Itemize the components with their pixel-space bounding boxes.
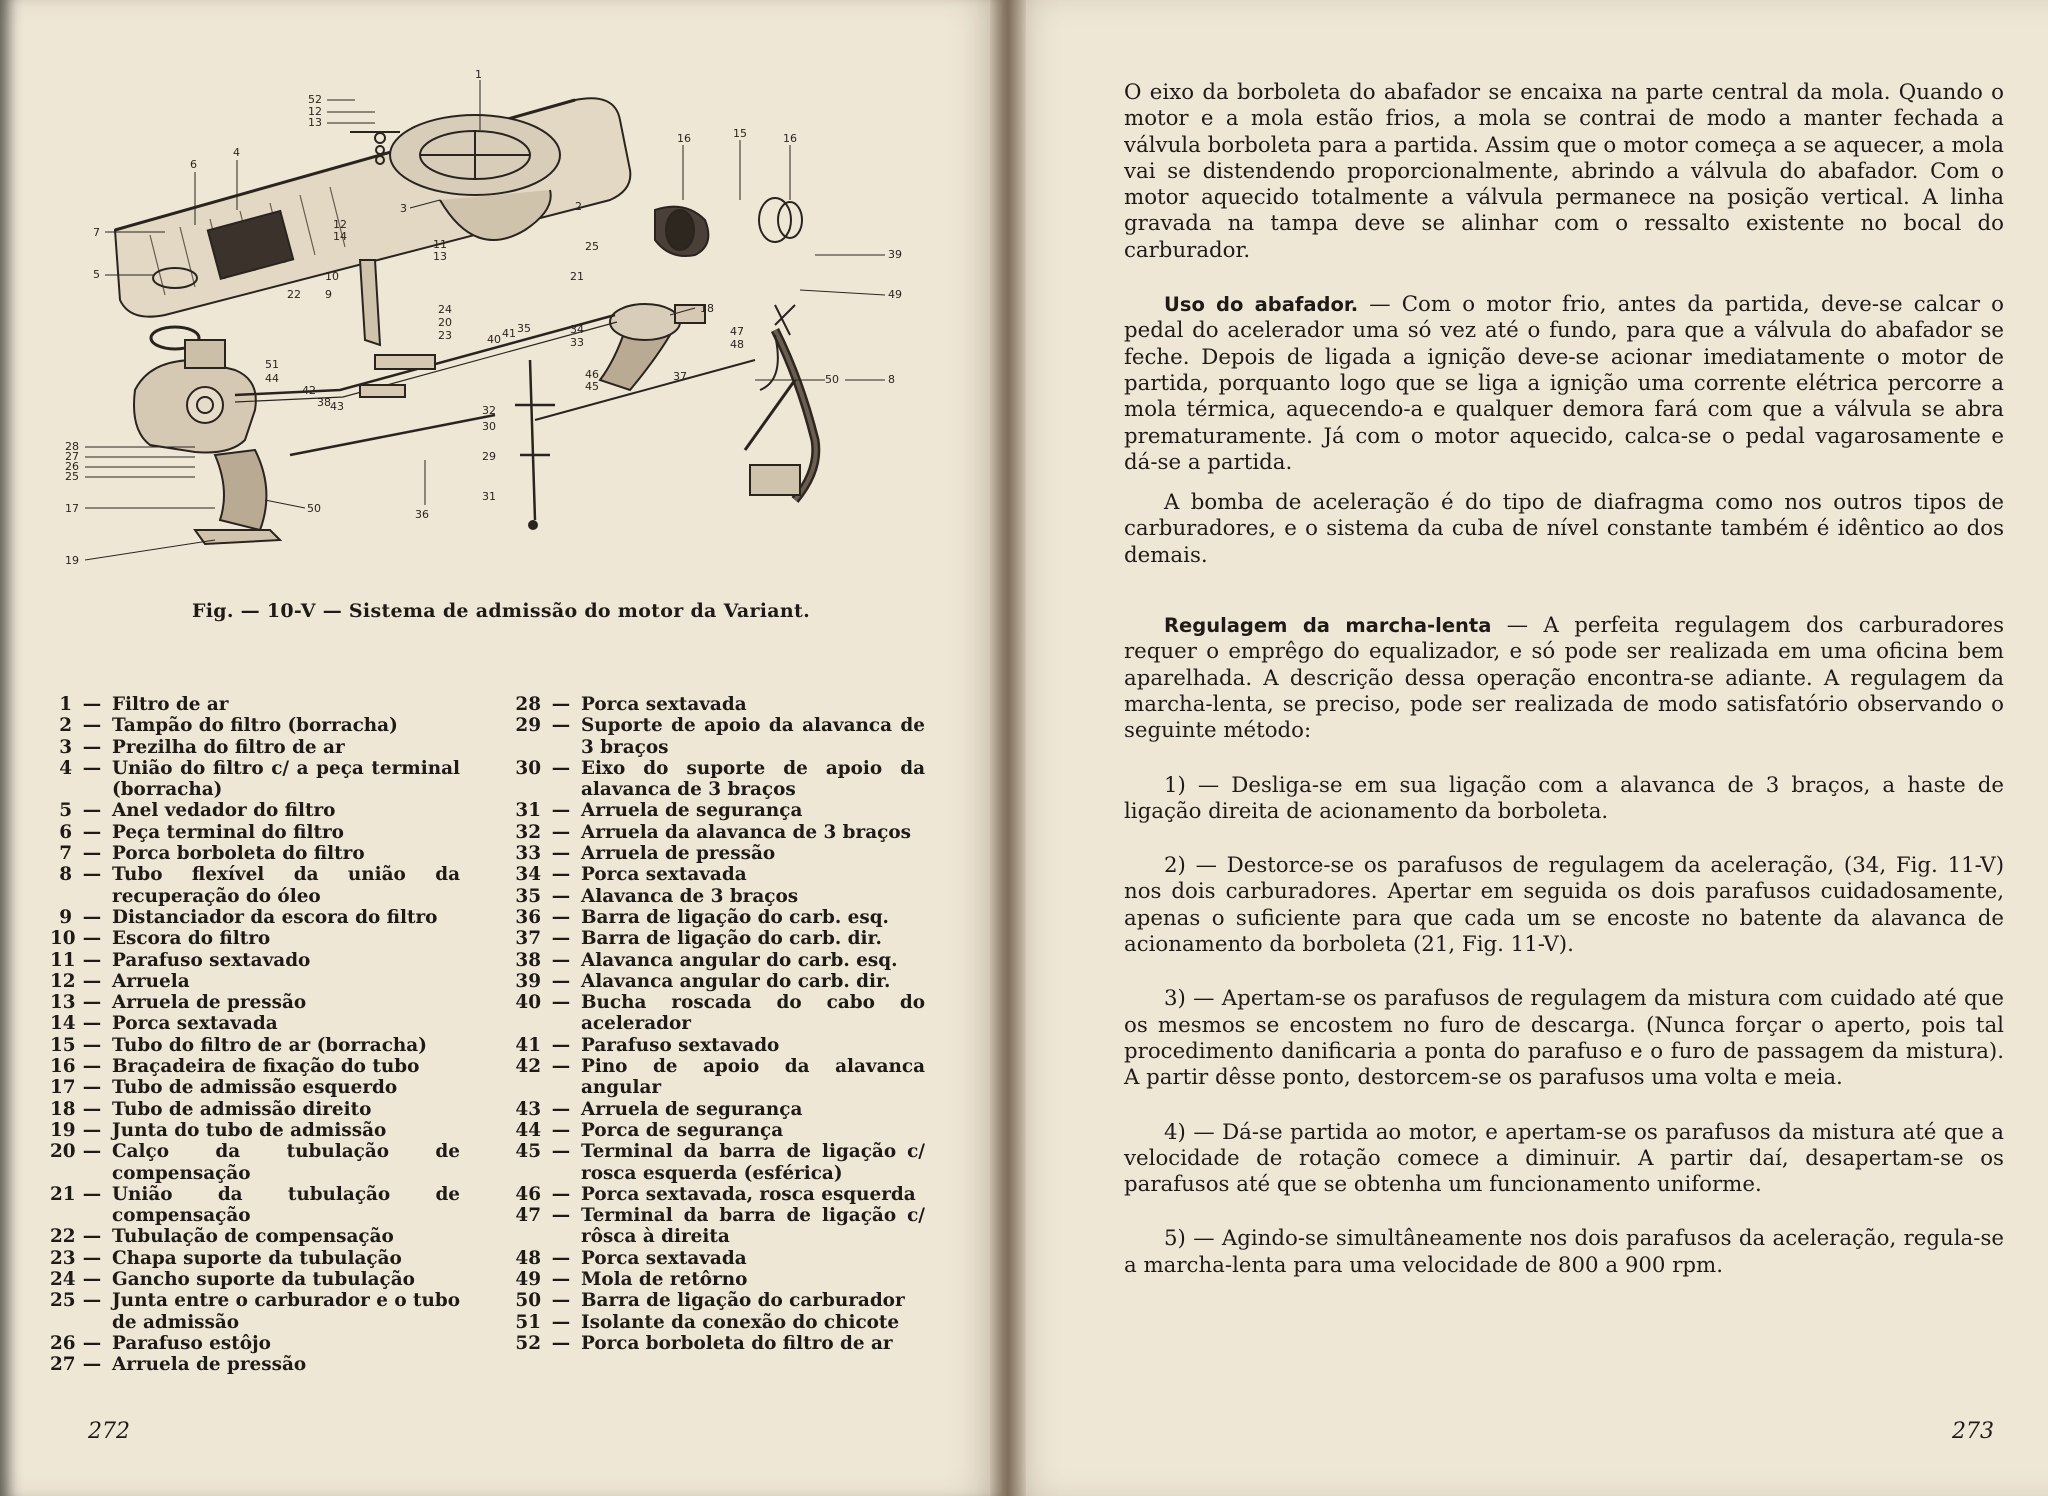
legend-item	[50, 822, 460, 843]
legend-item	[50, 1354, 460, 1375]
legend-number: 24	[50, 1269, 76, 1291]
legend-number: 37	[515, 928, 541, 950]
legend-item	[50, 715, 460, 736]
legend-dash: —	[551, 1034, 571, 1056]
legend-dash: —	[82, 970, 102, 992]
callout-label: 43	[330, 400, 344, 413]
callout-label: 29	[482, 450, 496, 463]
legend-number: 29	[515, 715, 541, 737]
legend-text: Prezilha do filtro de ar	[112, 736, 345, 758]
legend-dash: —	[551, 1205, 571, 1227]
legend-dash: —	[82, 821, 102, 843]
legend-text: Terminal da barra de ligação c/ rosca esquerda (esférica)	[581, 1141, 925, 1184]
legend-item	[50, 928, 460, 949]
callout-label: 34	[570, 323, 584, 336]
legend-dash: —	[551, 715, 571, 737]
legend-item	[515, 1312, 925, 1333]
legend-dash: —	[82, 1056, 102, 1078]
legend-dash: —	[82, 843, 102, 865]
legend-item	[50, 1290, 460, 1333]
legend-number: 40	[515, 992, 541, 1014]
legend-item	[515, 971, 925, 992]
legend-item	[515, 1184, 925, 1205]
callout-label: 2	[575, 200, 582, 213]
legend-number: 31	[515, 800, 541, 822]
legend-text: Calço da tubulação de compensação	[112, 1141, 460, 1184]
legend-number: 8	[59, 864, 72, 886]
legend-item	[50, 843, 460, 864]
callout-label: 9	[325, 288, 332, 301]
legend-item	[50, 1248, 460, 1269]
legend-number: 39	[515, 970, 541, 992]
legend-item	[50, 1099, 460, 1120]
legend-dash: —	[551, 949, 571, 971]
legend-number: 2	[59, 715, 72, 737]
legend-number: 3	[59, 736, 72, 758]
callout-label: 36	[415, 508, 429, 521]
legend-number: 20	[50, 1141, 76, 1163]
callout-label: 23	[438, 329, 452, 342]
legend-text: Porca borboleta do filtro de ar	[581, 1332, 893, 1354]
legend-item	[515, 928, 925, 949]
legend-number: 19	[50, 1119, 76, 1141]
page-number-right: 273	[1952, 1419, 1994, 1444]
page-right	[1002, 0, 2048, 1496]
legend-number: 26	[50, 1332, 76, 1354]
legend-dash: —	[82, 1119, 102, 1141]
legend-text: Mola de retôrno	[581, 1269, 748, 1291]
legend-text: Porca sextavada	[581, 1247, 747, 1269]
legend-item	[50, 950, 460, 971]
legend-item	[515, 694, 925, 715]
legend-number: 43	[515, 1098, 541, 1120]
legend-dash: —	[551, 1332, 571, 1354]
callout-label: 48	[730, 338, 744, 351]
legend-dash: —	[82, 864, 102, 886]
legend-text: Porca borboleta do filtro	[112, 843, 365, 865]
legend-text: Arruela de segurança	[581, 800, 803, 822]
legend-text: Tubo flexível da união da recuperação do óleo	[112, 864, 460, 907]
callout-label: 10	[325, 270, 339, 283]
legend-number: 47	[515, 1205, 541, 1227]
legend-item	[515, 758, 925, 801]
legend-dash: —	[82, 928, 102, 950]
legend-dash: —	[82, 1141, 102, 1163]
legend-item	[50, 1333, 460, 1354]
legend-dash: —	[82, 715, 102, 737]
legend-item	[515, 1248, 925, 1269]
paragraph-idle-adjustment: Regulagem da marcha-lenta — A perfeita regulagem dos carburadores requer o emprêgo do equalizador, e só pode ser realizada em uma oficina bem aparelhada. A descrição dessa operação encontra-se adiante. A regulagem da marcha-lenta, se preciso, pode ser realizada de modo satisfatório observando o seguinte método:	[1124, 613, 2004, 744]
legend-number: 22	[50, 1226, 76, 1248]
legend-text: Arruela de pressão	[112, 992, 307, 1014]
section-heading-idle-adjustment: Regulagem da marcha-lenta	[1164, 614, 1492, 638]
callout-label: 19	[65, 554, 79, 567]
callout-label: 28	[65, 440, 79, 453]
callout-label: 27	[65, 450, 79, 463]
legend-text: Porca sextavada	[581, 864, 747, 886]
legend-text: Alavanca de 3 braços	[581, 885, 799, 907]
legend-number: 9	[59, 906, 72, 928]
legend-item	[515, 715, 925, 758]
legend-text: Arruela	[112, 970, 190, 992]
callout-label: 13	[433, 250, 447, 263]
legend-text: Alavanca angular do carb. esq.	[581, 949, 898, 971]
legend-text: Distanciador da escora do filtro	[112, 906, 438, 928]
legend-number: 27	[50, 1354, 76, 1376]
callout-label: 22	[287, 288, 301, 301]
paragraph-choke-use: Uso do abafador. — Com o motor frio, antes da partida, deve-se calcar o pedal do acelerador uma só vez até o fundo, para que a válvula do abafador se feche. Depois de ligada a ignição deve-se acionar imediatamente o motor de partida, porquanto logo que se liga a ignição uma corrente elétrica percorre a mola térmica, aquecendo-a e qualquer demora fará com que a válvula se abra prematuramente. Já com o motor aquecido, calca-se o pedal vagarosamente e dá-se a partida.	[1124, 292, 2004, 475]
legend-item	[515, 1141, 925, 1184]
legend-item	[515, 1333, 925, 1354]
legend-text: Porca sextavada, rosca esquerda	[581, 1183, 916, 1205]
legend-text: Pino de apoio da alavanca angular	[581, 1056, 925, 1099]
legend-dash: —	[82, 1077, 102, 1099]
legend-item	[515, 843, 925, 864]
legend-dash: —	[82, 992, 102, 1014]
legend-dash: —	[551, 1098, 571, 1120]
callout-label: 8	[888, 373, 895, 386]
legend-item	[515, 1120, 925, 1141]
legend-dash: —	[551, 1056, 571, 1078]
callout-label: 7	[93, 226, 100, 239]
legend-dash: —	[551, 1269, 571, 1291]
callout-label: 17	[65, 502, 79, 515]
legend-dash: —	[82, 736, 102, 758]
callout-label: 33	[570, 336, 584, 349]
legend-dash: —	[551, 800, 571, 822]
legend-item	[50, 1056, 460, 1077]
legend-number: 6	[59, 821, 72, 843]
legend-dash: —	[82, 757, 102, 779]
legend-dash: —	[82, 1034, 102, 1056]
legend-dash: —	[82, 1098, 102, 1120]
legend-item	[50, 992, 460, 1013]
legend-dash: —	[82, 1269, 102, 1291]
callout-label: 3	[400, 202, 407, 215]
step-1: 1) — Desliga-se em sua ligação com a alavanca de 3 braços, a haste de ligação direita de acionamento da borboleta.	[1124, 772, 2004, 824]
legend-number: 48	[515, 1247, 541, 1269]
legend-item	[50, 864, 460, 907]
legend-number: 50	[515, 1290, 541, 1312]
legend-dash: —	[82, 1183, 102, 1205]
callout-label: 37	[673, 370, 687, 383]
legend-number: 45	[515, 1141, 541, 1163]
legend-dash: —	[551, 694, 571, 715]
legend-text: União da tubulação de compensação	[112, 1183, 460, 1227]
callout-label: 1	[475, 68, 482, 81]
step-3: 3) — Apertam-se os parafusos de regulagem da mistura com cuidado até que os mesmos se encostem no furo de descarga. (Nunca forçar o aperto, pois tal procedimento danificaria a ponta do parafuso e o furo de passagem da mistura). A partir dêsse ponto, destorcem-se os parafusos uma volta e meia.	[1124, 986, 2004, 1091]
callout-label: 11	[433, 238, 447, 251]
step-5: 5) — Agindo-se simultâneamente nos dois parafusos da aceleração, regula-se a marcha-lenta para uma velocidade de 800 a 900 rpm.	[1124, 1226, 2004, 1278]
legend-dash: —	[551, 885, 571, 907]
legend-item	[50, 758, 460, 801]
legend-number: 23	[50, 1247, 76, 1269]
callout-label: 4	[233, 146, 240, 159]
legend-text: Tubo de admissão direito	[112, 1098, 372, 1120]
callout-label: 12	[308, 105, 322, 118]
callout-label: 50	[825, 373, 839, 386]
legend-dash: —	[82, 1354, 102, 1376]
legend-number: 12	[50, 970, 76, 992]
legend-text: Peça terminal do filtro	[112, 821, 344, 843]
legend-text: Anel vedador do filtro	[112, 800, 336, 822]
paragraph-accelerator-pump: A bomba de aceleração é do tipo de diafragma como nos outros tipos de carburadores, e o sistema da cuba de nível constante também é idêntico ao dos demais.	[1124, 490, 2004, 568]
legend-number: 49	[515, 1269, 541, 1291]
legend-item	[50, 1120, 460, 1141]
legend-number: 30	[515, 757, 541, 779]
callout-label: 45	[585, 380, 599, 393]
legend-number: 17	[50, 1077, 76, 1099]
legend-dash: —	[82, 949, 102, 971]
legend-dash: —	[551, 906, 571, 928]
legend-item	[50, 1141, 460, 1184]
legend-item	[50, 1184, 460, 1227]
legend-dash: —	[551, 864, 571, 886]
callout-label: 15	[733, 127, 747, 140]
legend-item	[515, 1099, 925, 1120]
legend-number: 10	[50, 928, 76, 950]
legend-number: 7	[59, 843, 72, 865]
legend-text: Arruela de pressão	[581, 843, 776, 865]
legend-number: 33	[515, 843, 541, 865]
legend-item	[50, 1013, 460, 1034]
legend-number: 14	[50, 1013, 76, 1035]
legend-number: 21	[50, 1183, 76, 1205]
legend-number: 1	[59, 694, 72, 715]
callout-label: 24	[438, 303, 452, 316]
callout-label: 6	[190, 158, 197, 171]
legend-number: 25	[50, 1290, 76, 1312]
legend-text: Barra de ligação do carburador	[581, 1290, 905, 1312]
callout-label: 49	[888, 288, 902, 301]
legend-text: Braçadeira de fixação do tubo	[112, 1056, 420, 1078]
callout-label: 30	[482, 420, 496, 433]
callout-label: 39	[888, 248, 902, 261]
legend-number: 52	[515, 1332, 541, 1354]
callout-label: 31	[482, 490, 496, 503]
callout-label: 21	[570, 270, 584, 283]
legend-number: 41	[515, 1034, 541, 1056]
callout-label: 25	[65, 470, 79, 483]
legend-item	[50, 1035, 460, 1056]
callout-label: 47	[730, 325, 744, 338]
callout-label: 35	[517, 322, 531, 335]
parts-legend-right	[515, 694, 925, 1354]
legend-item	[515, 1269, 925, 1290]
legend-dash: —	[82, 1013, 102, 1035]
legend-dash: —	[82, 694, 102, 715]
callout-label: 38	[317, 396, 331, 409]
body-text	[1124, 80, 2004, 1279]
legend-number: 15	[50, 1034, 76, 1056]
figure-caption: Fig. — 10-V — Sistema de admissão do motor da Variant.	[191, 600, 811, 622]
legend-dash: —	[82, 1226, 102, 1248]
legend-dash: —	[551, 992, 571, 1014]
legend-text: Junta entre o carburador e o tubo de admissão	[112, 1290, 460, 1333]
legend-text: Porca sextavada	[581, 694, 747, 715]
legend-text: Tubo de admissão esquerdo	[112, 1077, 398, 1099]
legend-number: 38	[515, 949, 541, 971]
legend-dash: —	[82, 1290, 102, 1312]
legend-text: Filtro de ar	[112, 694, 229, 715]
legend-dash: —	[551, 1141, 571, 1163]
legend-item	[50, 1077, 460, 1098]
callout-label: 41	[502, 327, 516, 340]
legend-text: Tubulação de compensação	[112, 1226, 394, 1248]
legend-item	[515, 800, 925, 821]
legend-text: Tampão do filtro (borracha)	[112, 715, 398, 737]
legend-text: Chapa suporte da tubulação	[112, 1247, 402, 1269]
callout-label: 12	[333, 218, 347, 231]
legend-dash: —	[551, 1119, 571, 1141]
legend-text: Parafuso estôjo	[112, 1332, 271, 1354]
callout-label: 26	[65, 460, 79, 473]
legend-item	[515, 1290, 925, 1311]
legend-text: Alavanca angular do carb. dir.	[581, 970, 891, 992]
paragraph-choke-spring: O eixo da borboleta do abafador se encaixa na parte central da mola. Quando o motor e a mola estão frios, a mola se contrai de modo a manter fechada a válvula borboleta para a partida. Assim que o motor começa a se aquecer, a mola vai se distendendo proporcionalmente, abrindo a válvula do abafador. Com o motor aquecido totalmente a válvula permanece na posição vertical. A linha gravada na tampa deve se alinhar com o ressalto existente no bocal do carburador.	[1124, 80, 2004, 263]
step-4: 4) — Dá-se partida ao motor, e apertam-se os parafusos da mistura até que a velocidade de rotação comece a diminuir. A partir daí, desapertam-se os parafusos até que se obtenha um funcionamento uniforme.	[1124, 1119, 2004, 1198]
legend-number: 4	[59, 757, 72, 779]
callout-label: 42	[302, 384, 316, 397]
legend-text: Suporte de apoio da alavanca de 3 braços	[581, 715, 925, 758]
legend-number: 5	[59, 800, 72, 822]
legend-text: União do filtro c/ a peça terminal (borracha)	[112, 757, 460, 801]
legend-text: Tubo do filtro de ar (borracha)	[112, 1034, 427, 1056]
callout-label: 5	[93, 268, 100, 281]
legend-item	[50, 1269, 460, 1290]
callout-label: 32	[482, 404, 496, 417]
legend-dash: —	[82, 800, 102, 822]
callout-label: 40	[487, 333, 501, 346]
legend-item	[515, 992, 925, 1035]
legend-text: Escora do filtro	[112, 928, 271, 950]
callout-label: 13	[308, 116, 322, 129]
callout-label: 50	[307, 502, 321, 515]
callout-label: 16	[783, 132, 797, 145]
legend-text: Barra de ligação do carb. esq.	[581, 906, 889, 928]
legend-dash: —	[551, 821, 571, 843]
legend-item	[515, 907, 925, 928]
legend-item	[515, 822, 925, 843]
legend-text: Gancho suporte da tubulação	[112, 1269, 415, 1291]
legend-dash: —	[82, 1247, 102, 1269]
callout-label: 52	[308, 93, 322, 106]
legend-dash: —	[551, 1311, 571, 1333]
legend-number: 35	[515, 885, 541, 907]
legend-text: Terminal da barra de ligação c/ rôsca à direita	[581, 1205, 925, 1248]
legend-item	[50, 971, 460, 992]
legend-dash: —	[551, 928, 571, 950]
legend-number: 36	[515, 906, 541, 928]
legend-number: 28	[515, 694, 541, 715]
legend-number: 44	[515, 1119, 541, 1141]
legend-item	[515, 864, 925, 885]
legend-item	[50, 737, 460, 758]
legend-number: 16	[50, 1056, 76, 1078]
legend-number: 11	[50, 949, 76, 971]
legend-dash: —	[551, 757, 571, 779]
callout-label: 18	[700, 302, 714, 315]
legend-item	[515, 886, 925, 907]
page-left	[0, 0, 1002, 1496]
legend-text: Isolante da conexão do chicote	[581, 1311, 900, 1333]
legend-number: 32	[515, 821, 541, 843]
legend-text: Arruela da alavanca de 3 braços	[581, 821, 911, 843]
legend-dash: —	[551, 1183, 571, 1205]
legend-text: Arruela de pressão	[112, 1354, 307, 1376]
callout-label: 51	[265, 358, 279, 371]
callout-label: 14	[333, 230, 347, 243]
parts-legend-left	[50, 694, 460, 1376]
legend-dash: —	[551, 843, 571, 865]
callout-label: 46	[585, 368, 599, 381]
page-number-left: 272	[88, 1419, 130, 1444]
intake-system-diagram	[55, 60, 955, 567]
legend-item	[50, 694, 460, 715]
legend-dash: —	[82, 906, 102, 928]
legend-number: 13	[50, 992, 76, 1014]
legend-item	[515, 950, 925, 971]
callout-label: 16	[677, 132, 691, 145]
legend-text: Parafuso sextavado	[112, 949, 311, 971]
legend-item	[50, 907, 460, 928]
legend-dash: —	[551, 970, 571, 992]
legend-number: 18	[50, 1098, 76, 1120]
legend-text: Junta do tubo de admissão	[112, 1119, 387, 1141]
legend-dash: —	[551, 1290, 571, 1312]
legend-item	[515, 1056, 925, 1099]
legend-text: Porca sextavada	[112, 1013, 278, 1035]
legend-text: Parafuso sextavado	[581, 1034, 780, 1056]
legend-item	[515, 1205, 925, 1248]
legend-item	[50, 800, 460, 821]
legend-dash: —	[82, 1332, 102, 1354]
legend-item	[50, 1226, 460, 1247]
section-heading-choke-use: Uso do abafador.	[1164, 293, 1359, 317]
legend-item	[515, 1035, 925, 1056]
callout-label: 20	[438, 316, 452, 329]
legend-dash: —	[551, 1247, 571, 1269]
legend-text: Bucha roscada do cabo do acelerador	[581, 992, 925, 1035]
step-2: 2) — Destorce-se os parafusos de regulagem da aceleração, (34, Fig. 11-V) nos dois carburadores. Apertar em seguida os dois parafusos cuidadosamente, apenas o suficiente para que cada um se encoste no batente da alavanca de acionamento da borboleta (21, Fig. 11-V).	[1124, 853, 2004, 958]
legend-text: Porca de segurança	[581, 1119, 784, 1141]
legend-number: 46	[515, 1183, 541, 1205]
callout-label: 44	[265, 372, 279, 385]
legend-number: 34	[515, 864, 541, 886]
legend-text: Eixo do suporte de apoio da alavanca de 3 braços	[581, 757, 925, 801]
legend-number: 42	[515, 1056, 541, 1078]
legend-number: 51	[515, 1311, 541, 1333]
callout-label: 25	[585, 240, 599, 253]
book-gutter	[990, 0, 1026, 1496]
legend-text: Arruela de segurança	[581, 1098, 803, 1120]
legend-text: Barra de ligação do carb. dir.	[581, 928, 882, 950]
